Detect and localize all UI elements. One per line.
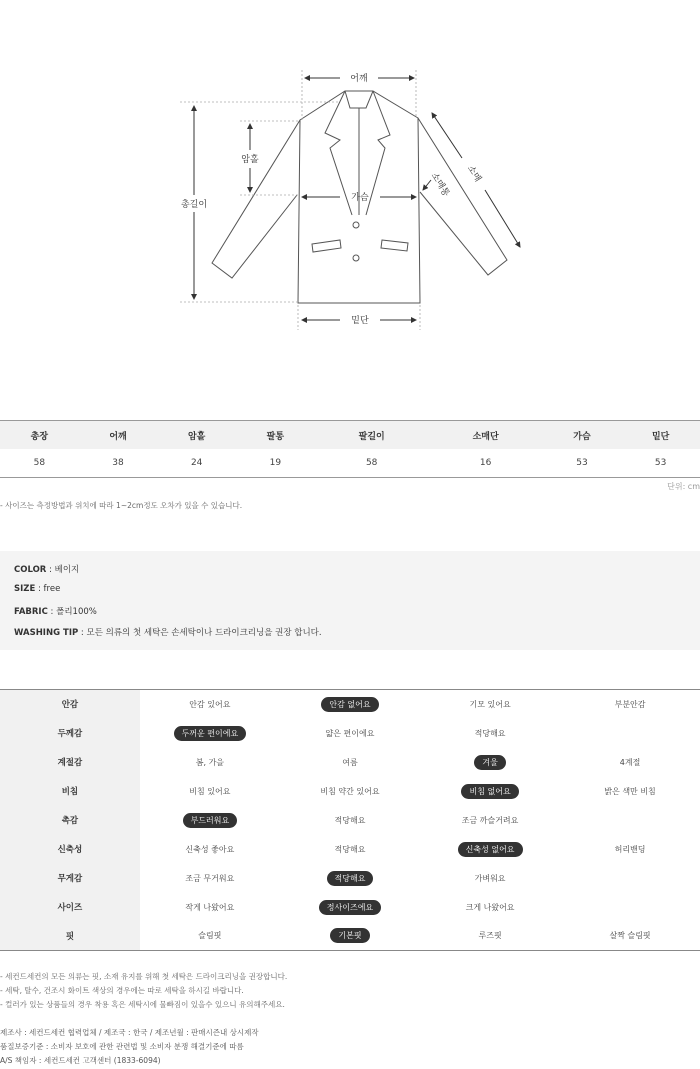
size-value: 19 (236, 449, 315, 478)
feature-label: 두께감 (0, 719, 140, 748)
feature-option-cell (560, 893, 700, 922)
color-row (14, 563, 79, 575)
feature-option-cell (420, 690, 560, 719)
feature-option-cell (280, 806, 420, 835)
size-row (14, 584, 60, 594)
feature-option: 얇은 편이에요 (325, 728, 375, 738)
feature-option-selected: 두꺼운 편이에요 (174, 726, 247, 741)
feature-option: 루즈핏 (478, 931, 502, 941)
feature-row (0, 835, 700, 864)
feature-option: 살짝 슬림핏 (609, 931, 651, 941)
feature-option: 비침 약간 있어요 (320, 786, 380, 796)
feature-option-selected: 안감 없어요 (321, 697, 378, 712)
feature-option-cell (280, 690, 420, 719)
feature-row (0, 806, 700, 835)
size-value: 58 (0, 449, 79, 478)
feature-label: 신축성 (0, 835, 140, 864)
feature-option-cell (140, 835, 280, 864)
feature-option-selected: 적당해요 (327, 871, 374, 886)
feature-option: 밝은 색만 비침 (604, 786, 656, 796)
maker-info (0, 1026, 259, 1068)
chest-label: 가슴 (351, 193, 369, 203)
fabric-row (14, 605, 97, 617)
maker-line: 품질보증기준 : 소비자 보호에 관한 관련법 및 소비자 분쟁 해결기준에 따름 (0, 1042, 244, 1051)
feature-option: 적당해요 (474, 728, 506, 738)
size-header: 팔통 (236, 421, 315, 450)
size-header: 어깨 (79, 421, 158, 450)
sleeve-label: 소매 (464, 163, 483, 184)
size-header: 팔길이 (315, 421, 429, 450)
feature-option: 슬림핏 (198, 931, 222, 941)
feature-option-cell (560, 777, 700, 806)
care-note: - 컬러가 있는 상품들의 경우 착용 혹은 세탁시에 물빠짐이 있을수 있으니 유의해주세요. (0, 1000, 285, 1009)
color-label: COLOR (14, 565, 47, 575)
size-value: 53 (621, 449, 700, 478)
feature-option: 봄, 가을 (195, 757, 225, 767)
feature-option-cell (140, 748, 280, 777)
feature-option-cell (140, 893, 280, 922)
shoulder-label: 어깨 (350, 74, 368, 84)
size-header: 암홀 (157, 421, 236, 450)
feature-option-cell (560, 922, 700, 951)
feature-option: 안감 있어요 (189, 699, 231, 709)
care-note: - 세컨드세컨의 모든 의류는 핏, 소재 유지를 위해 첫 세탁은 드라이크리닝을 권장합니다. (0, 972, 288, 981)
size-value: 16 (429, 449, 543, 478)
hem-label: 밑단 (351, 316, 369, 326)
feature-option-selected: 비침 없어요 (461, 784, 518, 799)
feature-label: 계절감 (0, 748, 140, 777)
washing-row (14, 626, 322, 638)
feature-row (0, 864, 700, 893)
feature-label: 안감 (0, 690, 140, 719)
feature-row (0, 748, 700, 777)
feature-option: 비침 있어요 (189, 786, 231, 796)
feature-option-cell (140, 690, 280, 719)
feature-row (0, 690, 700, 719)
feature-option-cell (280, 835, 420, 864)
feature-option-selected: 부드러워요 (183, 813, 238, 828)
feature-option-cell (420, 748, 560, 777)
feature-option: 적당해요 (334, 815, 366, 825)
feature-row (0, 719, 700, 748)
feature-option-cell (420, 864, 560, 893)
care-notes (0, 970, 287, 1012)
size-header: 소매단 (429, 421, 543, 450)
feature-option: 조금 무거워요 (185, 873, 235, 883)
color-value: : 베이지 (46, 565, 80, 575)
feature-option-cell (140, 922, 280, 951)
feature-option-cell (140, 806, 280, 835)
feature-label: 핏 (0, 922, 140, 951)
size-value: 38 (79, 449, 158, 478)
unit-label: 단위: cm (667, 482, 700, 491)
feature-option-cell (280, 748, 420, 777)
size-table (0, 420, 700, 478)
armhole-label: 암홀 (241, 155, 259, 165)
fabric-label: FABRIC (14, 607, 48, 617)
cuff-label: 소매통 (428, 171, 451, 199)
feature-option: 신축성 좋아요 (185, 844, 235, 854)
feature-option-cell (420, 835, 560, 864)
feature-option: 작게 나왔어요 (185, 902, 235, 912)
feature-row (0, 893, 700, 922)
size-header: 총장 (0, 421, 79, 450)
feature-option: 여름 (342, 757, 358, 767)
feature-option-selected: 정사이즈에요 (319, 900, 381, 915)
feature-option-selected: 기본핏 (330, 928, 369, 943)
feature-option-cell (280, 777, 420, 806)
total-length-label: 총길이 (180, 200, 208, 210)
jacket-measurement-diagram (0, 0, 700, 380)
maker-line: 제조사 : 세컨드세컨 협력업체 / 제조국 : 한국 / 제조년월 : 판매시즌내 상시제작 (0, 1028, 259, 1037)
size-header: 밑단 (621, 421, 700, 450)
washing-label: WASHING TIP (14, 628, 79, 638)
feature-option: 허리밴딩 (614, 844, 646, 854)
feature-option: 4계절 (619, 757, 641, 767)
feature-option-cell (280, 719, 420, 748)
feature-label: 사이즈 (0, 893, 140, 922)
feature-label: 촉감 (0, 806, 140, 835)
feature-option-cell (420, 777, 560, 806)
feature-option: 크게 나왔어요 (465, 902, 515, 912)
size-value: 53 (543, 449, 622, 478)
feature-option-cell (420, 719, 560, 748)
feature-option: 기모 있어요 (469, 699, 511, 709)
size-label: SIZE (14, 584, 36, 594)
feature-option-cell (280, 893, 420, 922)
feature-option-cell (560, 864, 700, 893)
feature-option: 적당해요 (334, 844, 366, 854)
feature-row (0, 922, 700, 951)
feature-option-selected: 신축성 없어요 (458, 842, 523, 857)
washing-value: : 모든 의류의 첫 세탁은 손세탁이나 드라이크리닝을 권장 합니다. (78, 628, 322, 638)
feature-option-cell (420, 893, 560, 922)
size-value: 24 (157, 449, 236, 478)
size-header: 가슴 (543, 421, 622, 450)
feature-option-cell (140, 864, 280, 893)
feature-label: 무게감 (0, 864, 140, 893)
feature-option-cell (140, 777, 280, 806)
feature-option-cell (560, 719, 700, 748)
size-value: 58 (315, 449, 429, 478)
feature-option-cell (280, 864, 420, 893)
feature-option-selected: 겨울 (474, 755, 505, 770)
feature-option-cell (560, 835, 700, 864)
feature-row (0, 777, 700, 806)
feature-option: 부분안감 (614, 699, 646, 709)
size-value: : free (35, 584, 61, 594)
feature-table (0, 689, 700, 951)
feature-option: 가벼워요 (474, 873, 506, 883)
feature-option-cell (560, 690, 700, 719)
fabric-value: : 폴리100% (47, 607, 97, 617)
feature-option: 조금 까슬거려요 (461, 815, 519, 825)
feature-option-cell (420, 922, 560, 951)
feature-option-cell (140, 719, 280, 748)
feature-option-cell (420, 806, 560, 835)
product-info-box (0, 551, 700, 650)
care-note: - 세탁, 탈수, 건조시 화이트 색상의 경우에는 따로 세탁을 하시길 바랍니다. (0, 986, 244, 995)
maker-line: A/S 책임자 : 세컨드세컨 고객센터 (1833-6094) (0, 1056, 161, 1065)
feature-option-cell (560, 748, 700, 777)
feature-option-cell (280, 922, 420, 951)
size-note: - 사이즈는 측정방법과 위치에 따라 1~2cm정도 오차가 있을 수 있습니다. (0, 501, 243, 510)
feature-option-cell (560, 806, 700, 835)
feature-label: 비침 (0, 777, 140, 806)
